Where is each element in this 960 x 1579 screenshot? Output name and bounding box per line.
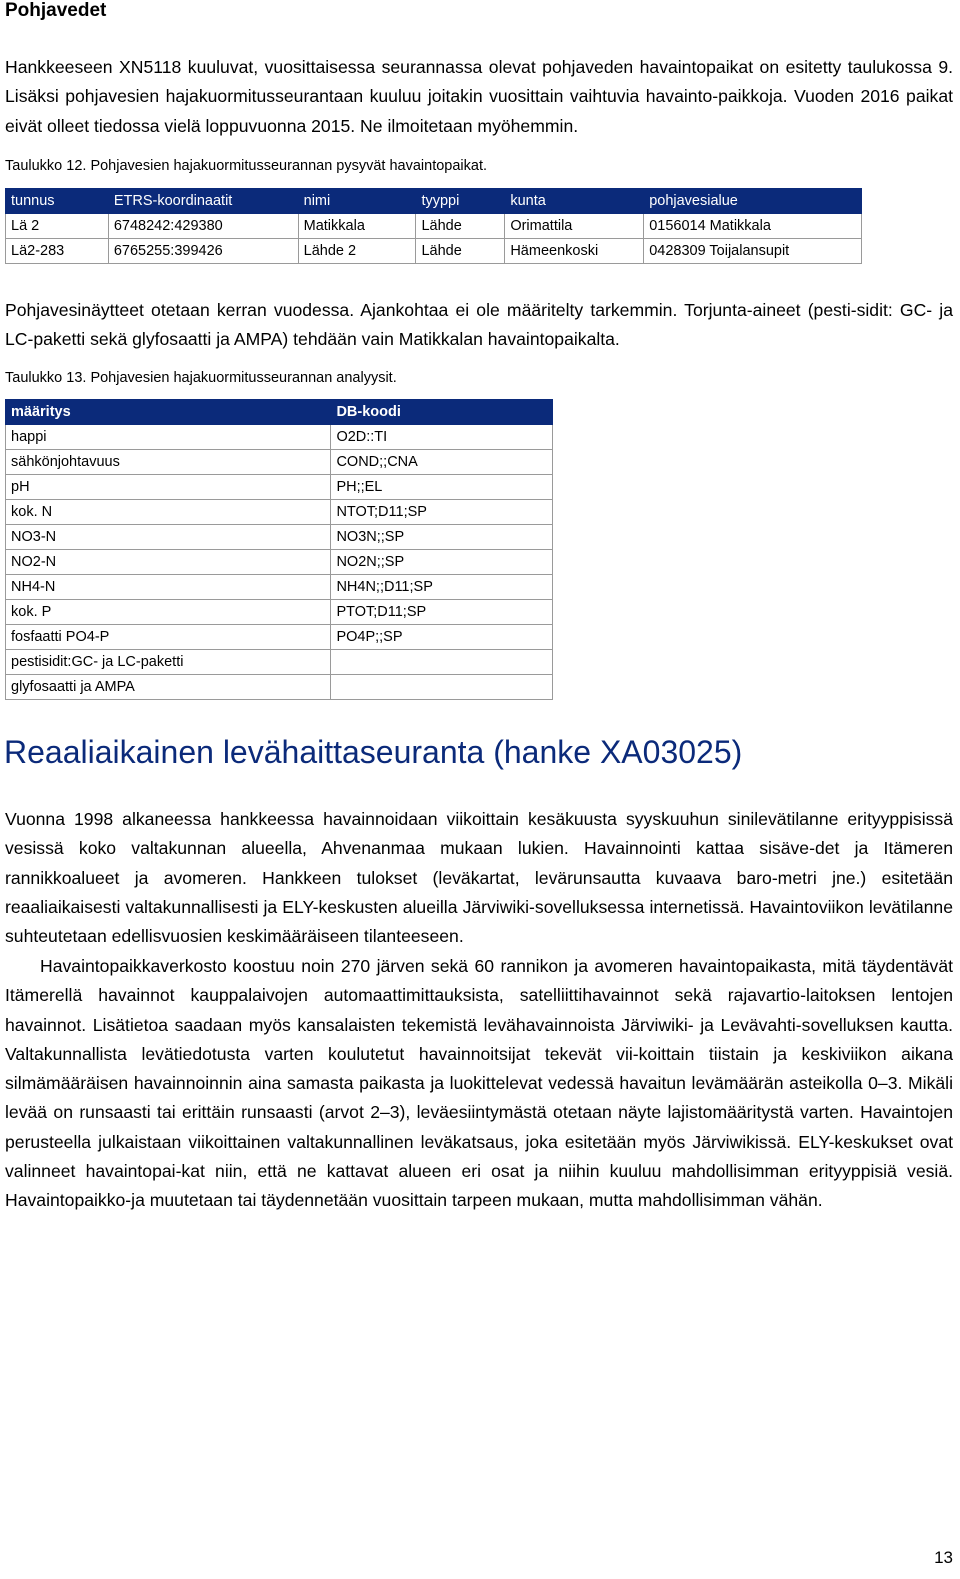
table12-header-tunnus: tunnus	[6, 189, 109, 214]
table-cell	[331, 675, 553, 700]
table-cell: PTOT;D11;SP	[331, 600, 553, 625]
table-cell: glyfosaatti ja AMPA	[6, 675, 331, 700]
table-cell: NO2N;;SP	[331, 550, 553, 575]
table-cell: NH4-N	[6, 575, 331, 600]
table-cell: 0156014 Matikkala	[644, 214, 862, 239]
table-row	[6, 450, 553, 475]
table-cell: kok. N	[6, 500, 331, 525]
table-cell: kok. P	[6, 600, 331, 625]
table-row	[6, 214, 862, 239]
table-row	[6, 500, 553, 525]
table-cell: 6748242:429380	[108, 214, 298, 239]
table-row	[6, 600, 553, 625]
table-13	[5, 399, 553, 700]
table-cell: Lähde	[416, 214, 505, 239]
sampling-paragraph: Pohjavesinäytteet otetaan kerran vuodessa. Ajankohtaa ei ole määritelty tarkemmin. Torjunta-aineet (pesti-sidit: GC- ja LC-paketti sekä glyfosaatti ja AMPA) tehdään vain Matikkalan havaintopaikalta.	[5, 300, 953, 350]
table-cell: pH	[6, 475, 331, 500]
table-cell: happi	[6, 425, 331, 450]
table-cell: PO4P;;SP	[331, 625, 553, 650]
table-cell: 6765255:399426	[108, 239, 298, 264]
table12-header-row	[6, 189, 862, 214]
table-cell	[331, 650, 553, 675]
table-row	[6, 525, 553, 550]
table-row	[6, 675, 553, 700]
table-cell: NTOT;D11;SP	[331, 500, 553, 525]
table-12	[5, 188, 862, 264]
table-cell: NO2-N	[6, 550, 331, 575]
table-cell: PH;;EL	[331, 475, 553, 500]
realtime-paragraph-2: Havaintopaikkaverkosto koostuu noin 270 järven sekä 60 rannikon ja avomeren havaintopaikasta, mitä täydentävät Itämerellä havainnot kauppalaivojen automaattimittauksista, satelliittihavainnot sekä rajavartio-laitoksen lentojen havainnot. Lisätietoa saadaan myös kansalaisten tekemistä levähavainnoista Järviwiki- ja Levävahti-sovelluksen kautta. Valtakunnallista levätiedotusta varten koulutetut havainnoitsijat tekevät vii-koittain tiistain ja keskiviikon aikana silmämääräisen havainnoinnin aina samasta paikasta ja luokittelevat vedessä havaitun levämäärän asteikolla 0–3. Mikäli levää on runsaasti tai erittäin runsaasti (arvot 2–3), leväesiintymästä otetaan näyte lajistomääritystä varten. Havaintojen perusteella julkaistaan viikoittainen valtakunnallinen leväkatsaus, joka esitetään myös Järviwikissä. ELY-keskukset ovat valinneet havaintopai-kat niin, että ne kattavat alueen eri osat ja niihin kuuluu mahdollisimman erityyppisiä vesiä. Havaintopaikko-ja muutetaan tai täydennetään vuosittain tarpeen mukaan, mutta mahdollisimman vähän.	[5, 956, 953, 1211]
table-row	[6, 239, 862, 264]
table12-header-pohjavesialue: pohjavesialue	[644, 189, 862, 214]
table-row	[6, 650, 553, 675]
table-row	[6, 625, 553, 650]
table13-header-db-koodi: DB-koodi	[331, 400, 553, 425]
table13-caption: Taulukko 13. Pohjavesien hajakuormitusseurannan analyysit.	[5, 370, 397, 386]
table-row	[6, 475, 553, 500]
table-cell: 0428309 Toijalansupit	[644, 239, 862, 264]
table13-header-row	[6, 400, 553, 425]
table12-caption: Taulukko 12. Pohjavesien hajakuormitusseurannan pysyvät havaintopaikat.	[5, 158, 488, 174]
table-cell: fosfaatti PO4-P	[6, 625, 331, 650]
page-number: 13	[934, 1548, 953, 1567]
table-cell: COND;;CNA	[331, 450, 553, 475]
table-cell: Lähde 2	[298, 239, 416, 264]
realtime-paragraph-1: Vuonna 1998 alkaneessa hankkeessa havainnoidaan viikoittain kesäkuusta syyskuuhun sinilevätilanne erityyppisissä vesissä koko valtakunnan alueella, Ahvenanmaa mukaan lukien. Havainnointi kattaa sisäve-det ja Itämeren rannikkoalueet ja avomeren. Hankkeen tulokset (leväkartat, levärunsautta kuvaava baro-metri jne.) esitetään reaaliaikaisesti valtakunnallisesti ja ELY-keskusten alueilla Järviwiki-sovelluksessa internetissä. Havaintoviikon levätilanne suhteutetaan edellisvuosien keskimääräiseen tilanteeseen.	[5, 809, 953, 947]
table-cell: Lä 2	[6, 214, 109, 239]
realtime-heading: Reaaliaikainen levähaittaseuranta (hanke XA03025)	[4, 734, 743, 770]
table-cell: O2D::TI	[331, 425, 553, 450]
table-cell: Matikkala	[298, 214, 416, 239]
table-cell: NH4N;;D11;SP	[331, 575, 553, 600]
table-cell: NO3N;;SP	[331, 525, 553, 550]
table12-header-coordinates: ETRS-koordinaatit	[108, 189, 298, 214]
table-cell: Hämeenkoski	[505, 239, 644, 264]
table12-header-tyyppi: tyyppi	[416, 189, 505, 214]
table13-header-maaritys: määritys	[6, 400, 331, 425]
table-row	[6, 575, 553, 600]
table-cell: pestisidit:GC- ja LC-paketti	[6, 650, 331, 675]
table-cell: Lä2-283	[6, 239, 109, 264]
table-cell: Orimattila	[505, 214, 644, 239]
table-row	[6, 550, 553, 575]
table-cell: Lähde	[416, 239, 505, 264]
table12-header-kunta: kunta	[505, 189, 644, 214]
section-title: Pohjavedet	[5, 0, 107, 21]
table-cell: sähkönjohtavuus	[6, 450, 331, 475]
table-row	[6, 425, 553, 450]
intro-paragraph: Hankkeeseen XN5118 kuuluvat, vuosittaisessa seurannassa olevat pohjaveden havaintopaikat on esitetty taulukossa 9. Lisäksi pohjavesien hajakuormitusseurantaan kuuluu joitakin vuosittain vaihtuvia havainto-paikkoja. Vuoden 2016 paikat eivät olleet tiedossa vielä loppuvuonna 2015. Ne ilmoitetaan myöhemmin.	[5, 57, 953, 136]
table12-header-nimi: nimi	[298, 189, 416, 214]
table-cell: NO3-N	[6, 525, 331, 550]
